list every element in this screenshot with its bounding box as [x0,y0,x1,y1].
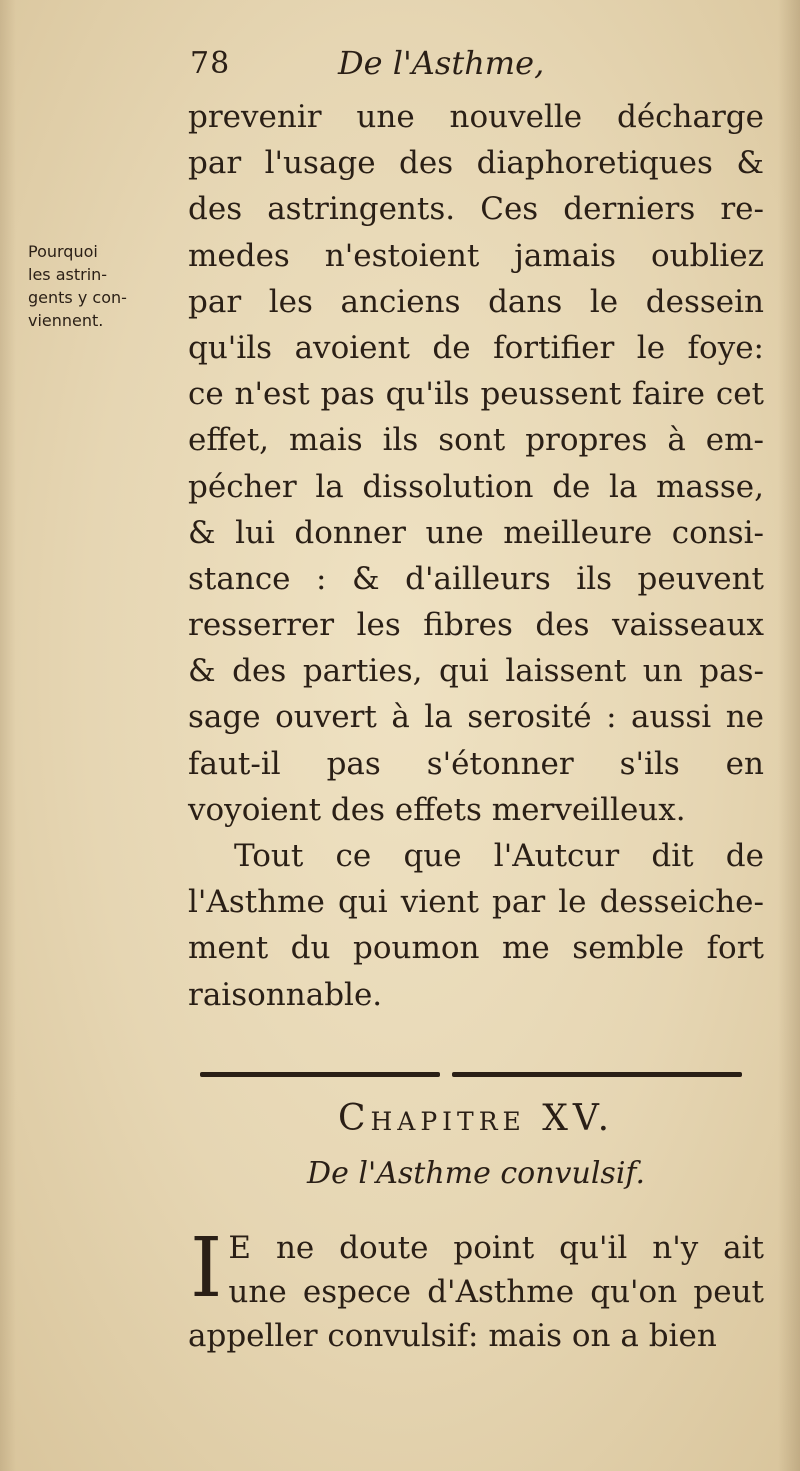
body-line: effet, mais ils sont propres à em- [188,422,764,459]
paragraph-line: appeller convulsif: mais on a bien [188,1318,717,1354]
paragraph-line: l'Asthme qui vient par le desseiche- [188,884,764,921]
body-line: stance : & d'ailleurs ils peuvent [188,560,764,597]
body-line: sage ouvert à la serosité : aussi ne [188,699,764,736]
chapter-title: Chapitre XV. [337,1098,615,1139]
page-edge-shadow-right [778,0,800,1471]
body-line: medes n'estoient jamais oubliez [188,237,764,274]
body-line: & des parties, qui laissent un pas- [188,653,764,690]
margin-note-line: Pourquoi [28,242,98,261]
paragraph-line: ment du poumon me semble fort [188,930,764,967]
margin-note [28,240,188,332]
page-header [190,44,760,94]
body-line: par l'usage des diaphoretiques & [188,145,764,182]
paragraph-line: une espece d'Asthme qu'on peut [228,1274,764,1310]
margin-note-line: les astrin- [28,265,108,284]
page-edge-shadow-left [0,0,16,1471]
page-number: 78 [190,46,231,81]
margin-note-line: gents y con- [28,288,127,307]
body-line: pécher la dissolution de la masse, [188,468,764,505]
section-rule-left [200,1072,440,1077]
body-line: resserrer les fibres des vaisseaux [188,607,764,644]
paragraph-line: Tout ce que l'Autcur dit de [234,838,764,874]
drop-cap: I [190,1221,223,1316]
paragraph-line: raisonnable. [188,976,383,1013]
body-text [188,94,764,1018]
section-rule-right [452,1072,742,1077]
body-line: faut-il pas s'étonner s'ils en [188,745,764,782]
chapter-subtitle: De l'Asthme convulsif. [307,1156,645,1191]
body-line: & lui donner une meilleure consi- [188,514,764,551]
margin-note-line: viennent. [28,311,104,330]
body-line: voyoient des effets merveilleux. [188,791,686,828]
running-head: De l'Asthme, [338,44,545,82]
chapter-opening-paragraph [188,1221,764,1358]
body-line: prevenir une nouvelle décharge [188,99,764,135]
body-line: par les anciens dans le dessein [188,283,764,320]
body-line: des astringents. Ces derniers re- [188,191,764,228]
body-line: qu'ils avoient de fortifier le foye: [188,329,764,366]
paragraph-line: E ne doute point qu'il n'y ait [228,1230,764,1266]
body-line: ce n'est pas qu'ils peussent faire cet [188,376,764,413]
